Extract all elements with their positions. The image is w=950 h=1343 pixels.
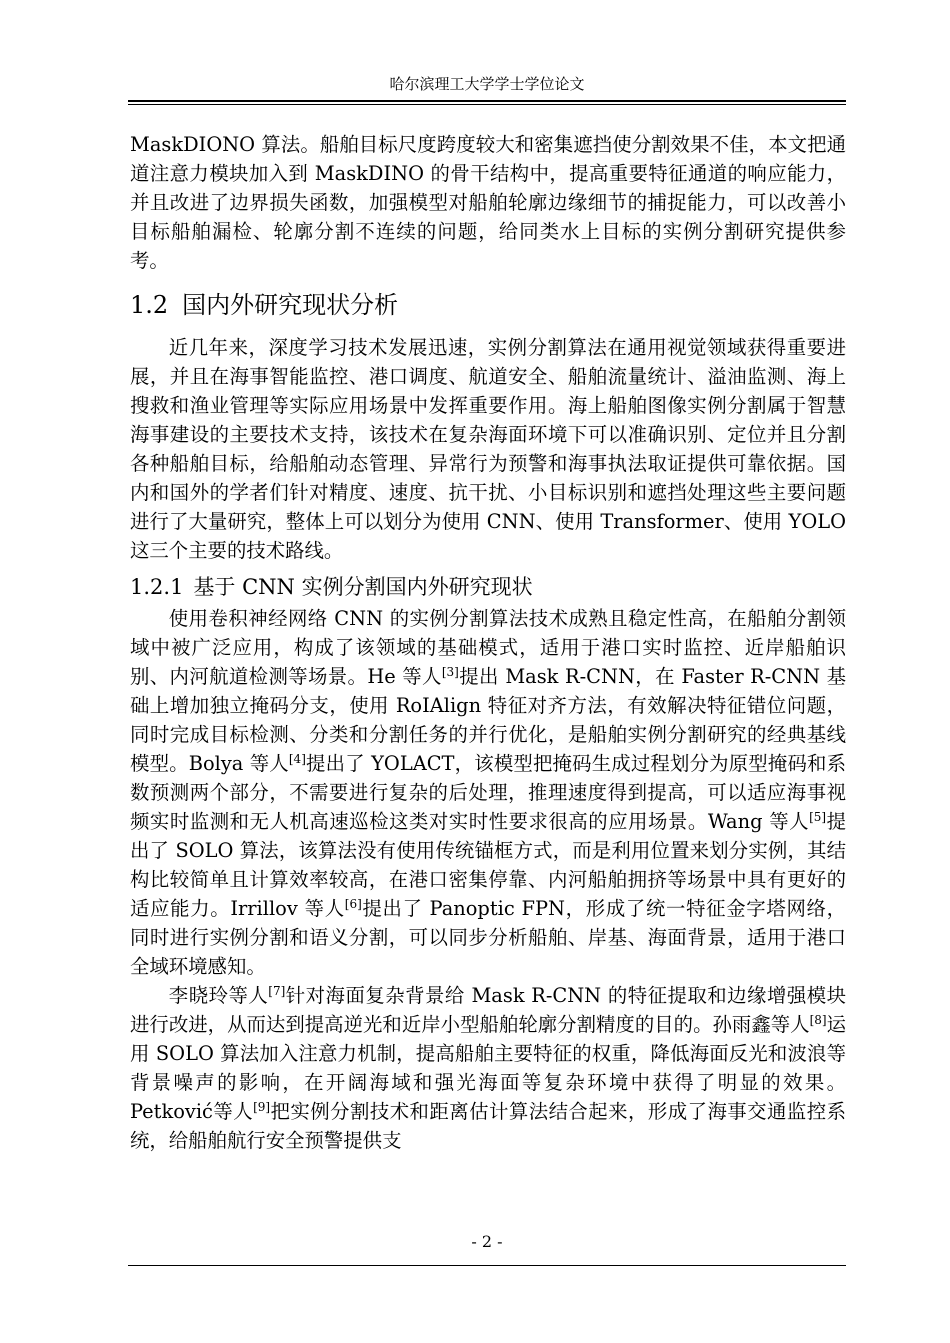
paragraph-cnn-methods — [130, 604, 846, 981]
text-run: 把实例分割技术和距离估计算法结合起来，形成了海事交通监控系统，给船舶航行安全预警提供支 — [130, 1100, 846, 1152]
subsection-heading-1-2-1 — [130, 571, 846, 604]
section-number: 1.2 — [130, 291, 169, 319]
paragraph-domestic-research — [130, 981, 846, 1155]
subsection-title: 基于 CNN 实例分割国内外研究现状 — [193, 575, 533, 599]
text-run: 使用卷积神经网络 CNN 的实例分割算法技术成熟且稳定性高，在船舶分割领域中被广泛应用，构成了该领域的基础模式，适用于港口实时监控、近岸船舶识别、内河航道检测等场景。He 等人 — [130, 607, 846, 688]
paragraph-intro: MaskDIONO 算法。船舶目标尺度跨度较大和密集遮挡使分割效果不佳，本文把通道注意力模块加入到 MaskDINO 的骨干结构中，提高重要特征通道的响应能力，并且改进了边界损失函数，加强模型对船舶轮廓边缘细节的捕捉能力，可以改善小目标船舶漏检、轮廓分割不连续的问题，给同类水上目标的实例分割研究提供参考。 — [130, 133, 846, 272]
citation-ref: [8] — [809, 1013, 827, 1027]
citation-ref: [3] — [441, 665, 459, 679]
section-heading-1-2 — [130, 287, 846, 323]
citation-ref: [6] — [344, 897, 362, 911]
header-rule — [128, 100, 846, 105]
text-run: 运用 SOLO 算法加入注意力机制，提高船舶主要特征的权重，降低海面反光和波浪等背景噪声的影响，在开阔海域和强光海面等复杂环境中获得了明显的效果。Petković等人 — [130, 1013, 847, 1123]
citation-ref: [9] — [253, 1100, 271, 1114]
text-run: 提出 Mask R-CNN，在 Faster R-CNN 基础上增加独立掩码分支，使用 RoIAlign 特征对齐方法，有效解决特征错位问题，同时完成目标检测、分类和分割任务的并行优化，是船舶实例分割研究的经典基线模型。Bolya 等人 — [130, 665, 846, 775]
paragraph-research-overview: 近几年来，深度学习技术发展迅速，实例分割算法在通用视觉领域获得重要进展，并且在海事智能监控、港口调度、航道安全、船舶流量统计、溢油监测、海上搜救和渔业管理等实际应用场景中发挥重要作用。海上船舶图像实例分割属于智慧海事建设的主要技术支持，该技术在复杂海面环境下可以准确识别、定位并且分割各种船舶目标，给船舶动态管理、异常行为预警和海事执法取证提供可靠依据。国内和国外的学者们针对精度、速度、抗干扰、小目标识别和遮挡处理这些主要问题进行了大量研究，整体上可以划分为使用 CNN、使用 Transformer、使用 YOLO 这三个主要的技术路线。 — [130, 336, 846, 562]
citation-ref: [4] — [288, 752, 306, 766]
page-body — [130, 130, 846, 1155]
text-run: 李晓玲等人 — [168, 984, 269, 1007]
citation-ref: [7] — [268, 984, 286, 998]
text-run: 针对海面复杂背景给 Mask R-CNN 的特征提取和边缘增强模块进行改进，从而达到提高逆光和近岸小型船舶轮廓分割精度的目的。孙雨鑫等人 — [130, 984, 847, 1036]
text-run: 提出了 SOLO 算法，该算法没有使用传统锚框方式，而是利用位置来划分实例，其结构比较简单且计算效率较高，在港口密集停靠、内河船舶拥挤等场景中具有更好的适应能力。Irrillov 等人 — [130, 810, 847, 920]
text-run: 提出了 YOLACT，该模型把掩码生成过程划分为原型掩码和系数预测两个部分，不需要进行复杂的后处理，推理速度得到提高，可以适应海事视频实时监测和无人机高速巡检这类对实时性要求很高的应用场景。Wang 等人 — [130, 752, 846, 833]
citation-ref: [5] — [809, 810, 827, 824]
running-header: 哈尔滨理工大学学士学位论文 — [389, 75, 585, 93]
section-title: 国内外研究现状分析 — [182, 291, 399, 319]
text-run: 提出了 Panoptic FPN，形成了统一特征金字塔网络，同时进行实例分割和语义分割，可以同步分析船舶、岸基、海面背景，适用于港口全域环境感知。 — [130, 897, 846, 978]
subsection-number: 1.2.1 — [130, 575, 184, 599]
page-number: - 2 - — [471, 1232, 503, 1251]
footer-rule — [128, 1265, 846, 1266]
